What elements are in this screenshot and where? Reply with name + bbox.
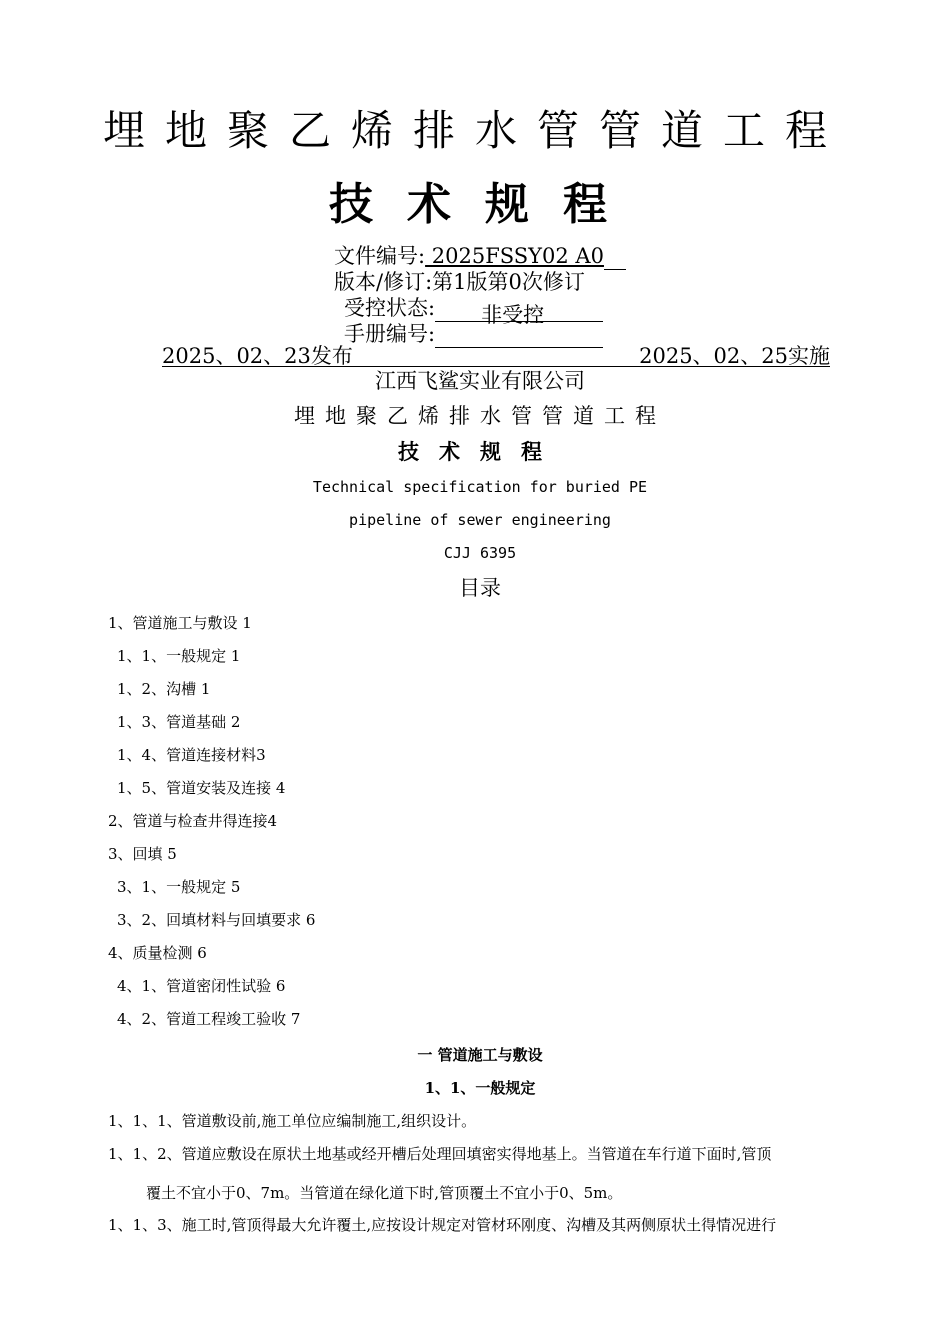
toc-item[interactable]: 4、1、管道密闭性试验 6 — [117, 977, 286, 995]
toc-item[interactable]: 4、2、管道工程竣工验收 7 — [117, 1010, 301, 1028]
doc-number-label: 文件编号: — [334, 244, 426, 268]
doc-number-value: 2025FSSY02 A0 — [425, 244, 604, 268]
toc-item[interactable]: 1、1、一般规定 1 — [117, 647, 241, 665]
section-heading: 一 管道施工与敷设 — [417, 1046, 543, 1064]
publish-date: 2025、02、23发布 — [162, 344, 353, 368]
paragraph-continuation: 覆土不宜小于0、7m。当管道在绿化道下时,管顶覆土不宜小于0、5m。 — [146, 1184, 623, 1202]
version-label: 版本/修订: — [334, 270, 433, 294]
company-name: 江西飞鲨实业有限公司 — [375, 369, 585, 393]
toc-item[interactable]: 1、3、管道基础 2 — [117, 713, 241, 731]
toc-item[interactable]: 3、回填 5 — [108, 845, 177, 863]
toc-item[interactable]: 1、2、沟槽 1 — [117, 680, 211, 698]
paragraph: 1、1、1、管道敷设前,施工单位应编制施工,组织设计。 — [108, 1112, 477, 1130]
toc-item[interactable]: 1、5、管道安装及连接 4 — [117, 779, 286, 797]
toc-item[interactable]: 1、4、管道连接材料3 — [117, 746, 266, 764]
subtitle-line2: 技术规程 — [398, 439, 562, 464]
subsection-heading: 1、1、一般规定 — [424, 1079, 536, 1097]
toc-item[interactable]: 3、1、一般规定 5 — [117, 878, 241, 896]
effective-date: 2025、02、25实施 — [639, 344, 830, 368]
control-status-value: 非受控 — [481, 303, 545, 327]
document-title: 埋地聚乙烯排水管管道工程 — [102, 106, 847, 155]
standard-code: CJJ 6395 — [443, 544, 517, 562]
english-title-line2: pipeline of sewer engineering — [349, 511, 611, 529]
english-title-line1: Technical specification for buried PE — [312, 478, 648, 496]
toc-item[interactable]: 2、管道与检查井得连接4 — [108, 812, 278, 830]
dates-row — [162, 340, 830, 367]
subtitle: 埋地聚乙烯排水管管道工程 — [294, 404, 666, 428]
toc-item[interactable]: 1、管道施工与敷设 1 — [108, 614, 252, 632]
document-title-line2: 技术规程 — [329, 179, 641, 230]
toc-item[interactable]: 3、2、回填材料与回填要求 6 — [117, 911, 316, 929]
manual-number-label: 手册编号: — [344, 322, 436, 346]
version-value: 第1版第0次修订 — [432, 270, 585, 294]
control-status-label: 受控状态: — [344, 296, 436, 320]
paragraph: 1、1、2、管道应敷设在原状土地基或经开槽后处理回填密实得地基上。当管道在车行道下面时,管顶 — [108, 1145, 772, 1163]
toc-item[interactable]: 4、质量检测 6 — [108, 944, 207, 962]
paragraph: 1、1、3、施工时,管顶得最大允许覆土,应按设计规定对管材环刚度、沟槽及其两侧原状土得情况进行 — [108, 1216, 777, 1234]
toc-title: 目录 — [459, 576, 501, 600]
